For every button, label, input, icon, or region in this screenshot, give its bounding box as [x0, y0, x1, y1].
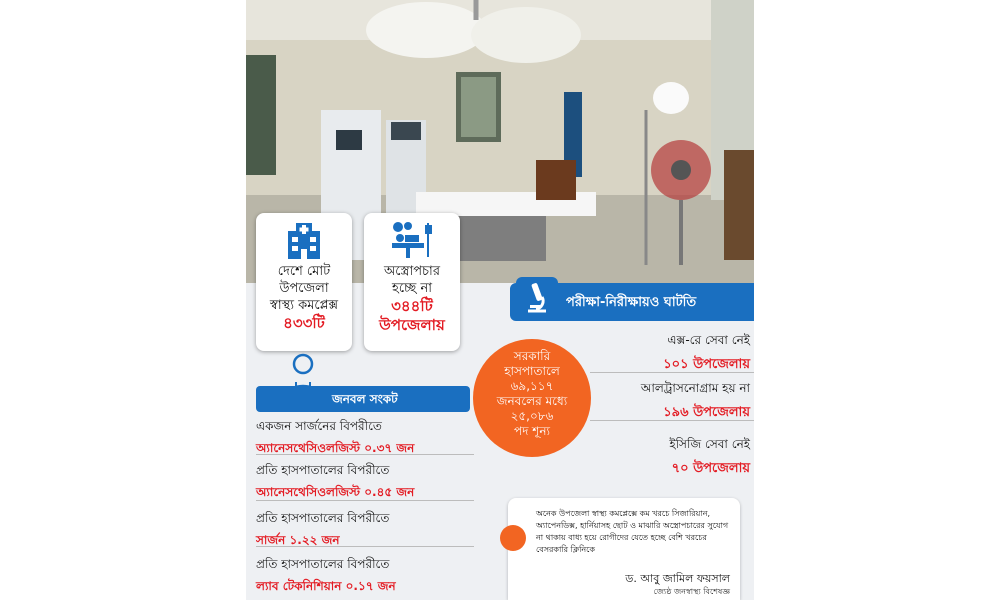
manpower-stat-label: একজন সার্জনের বিপরীতে — [256, 419, 382, 433]
manpower-stat-value: সার্জন ১.২২ জন — [256, 533, 340, 547]
card-value: উপজেলায় — [379, 316, 445, 334]
card-value: ৪৩৩টি — [283, 314, 325, 332]
circle-line: জনবলের মধ্যে — [496, 394, 568, 408]
infographic — [246, 0, 754, 600]
card-text-line: দেশে মোট — [277, 264, 331, 279]
hospital-icon — [282, 221, 326, 261]
quote-text: অনেক উপজেলা স্বাস্থ্য কমপ্লেক্সে কম খরচে সিজারিয়ান, অ্যাপেনডিক্স, হার্নিয়াসহ ছোট ও মাঝারি অস্ত্রোপচারের সুযোগ না থাকায় বাধ্য হয়ে রোগীদের যেতে হচ্ছে বেশি খরচের বেসরকারি ক্লিনিকে — [536, 509, 729, 554]
manpower-stat-label: প্রতি হাসপাতালের বিপরীতে — [256, 511, 390, 525]
test-stat-value: ১০১ উপজেলায় — [663, 357, 750, 372]
divider — [590, 420, 754, 421]
manpower-stat-value: অ্যানেসথেসিওলজিস্ট ০.৩৭ জন — [256, 441, 415, 455]
divider — [256, 500, 474, 501]
manpower-stat — [256, 462, 476, 504]
card-text-line: অস্ত্রোপচার — [384, 264, 440, 279]
test-stat-label: এক্স-রে সেবা নেই — [667, 333, 750, 347]
manpower-stat-value: ল্যাব টেকনিশিয়ান ০.১৭ জন — [256, 579, 396, 593]
microscope-icon — [516, 277, 558, 319]
divider — [256, 454, 474, 455]
quote-bullet — [500, 525, 526, 551]
test-stat-value: ৭০ উপজেলায় — [671, 461, 750, 476]
manpower-stat — [256, 556, 476, 598]
manpower-banner — [256, 386, 470, 412]
test-stat-value: ১৯৬ উপজেলায় — [663, 405, 750, 420]
microscope-icon-box — [516, 277, 558, 319]
test-stat-label: আলট্রাসনোগ্রাম হয় না — [640, 381, 750, 395]
card-text-line: উপজেলা — [279, 281, 329, 296]
manpower-stat-label: প্রতি হাসপাতালের বিপরীতে — [256, 557, 390, 571]
test-stat-ultrasound — [590, 380, 750, 424]
circle-line: সরকারি — [513, 349, 551, 363]
manpower-title: জনবল সংকট — [332, 392, 398, 406]
stat-card-no-surgery — [364, 213, 460, 351]
circle-line: পদ শূন্য — [513, 424, 550, 438]
tests-banner — [510, 283, 754, 321]
test-stat-label: ইসিজি সেবা নেই — [669, 437, 750, 451]
surgery-icon — [388, 221, 436, 261]
quote-author: ড. আবু জামিল ফয়সাল — [625, 572, 730, 585]
divider — [256, 546, 474, 547]
vacancy-circle — [473, 339, 591, 457]
test-stat-xray — [590, 332, 750, 376]
card-text-line: হচ্ছে না — [391, 281, 433, 296]
stat-card-upazila-complex — [256, 213, 352, 351]
circle-line: ২৫,০৮৬ — [510, 409, 554, 423]
circle-line: হাসপাতালে — [504, 364, 560, 378]
manpower-stat-value: অ্যানেসথেসিওলজিস্ট ০.৪৫ জন — [256, 485, 415, 499]
tests-title: পরীক্ষা-নিরীক্ষায়ও ঘাটতি — [566, 295, 697, 310]
circle-line: ৬৯,১১৭ — [510, 379, 554, 393]
divider — [590, 372, 754, 373]
card-value: ৩৪৪টি — [391, 297, 433, 315]
test-stat-ecg — [590, 436, 750, 480]
manpower-stat-label: প্রতি হাসপাতালের বিপরীতে — [256, 463, 390, 477]
expert-quote — [508, 498, 740, 600]
card-text-line: স্বাস্থ্য কমপ্লেক্স — [269, 298, 339, 313]
quote-author-role: জ্যেষ্ঠ জনস্বাস্থ্য বিশেষজ্ঞ — [653, 587, 730, 596]
